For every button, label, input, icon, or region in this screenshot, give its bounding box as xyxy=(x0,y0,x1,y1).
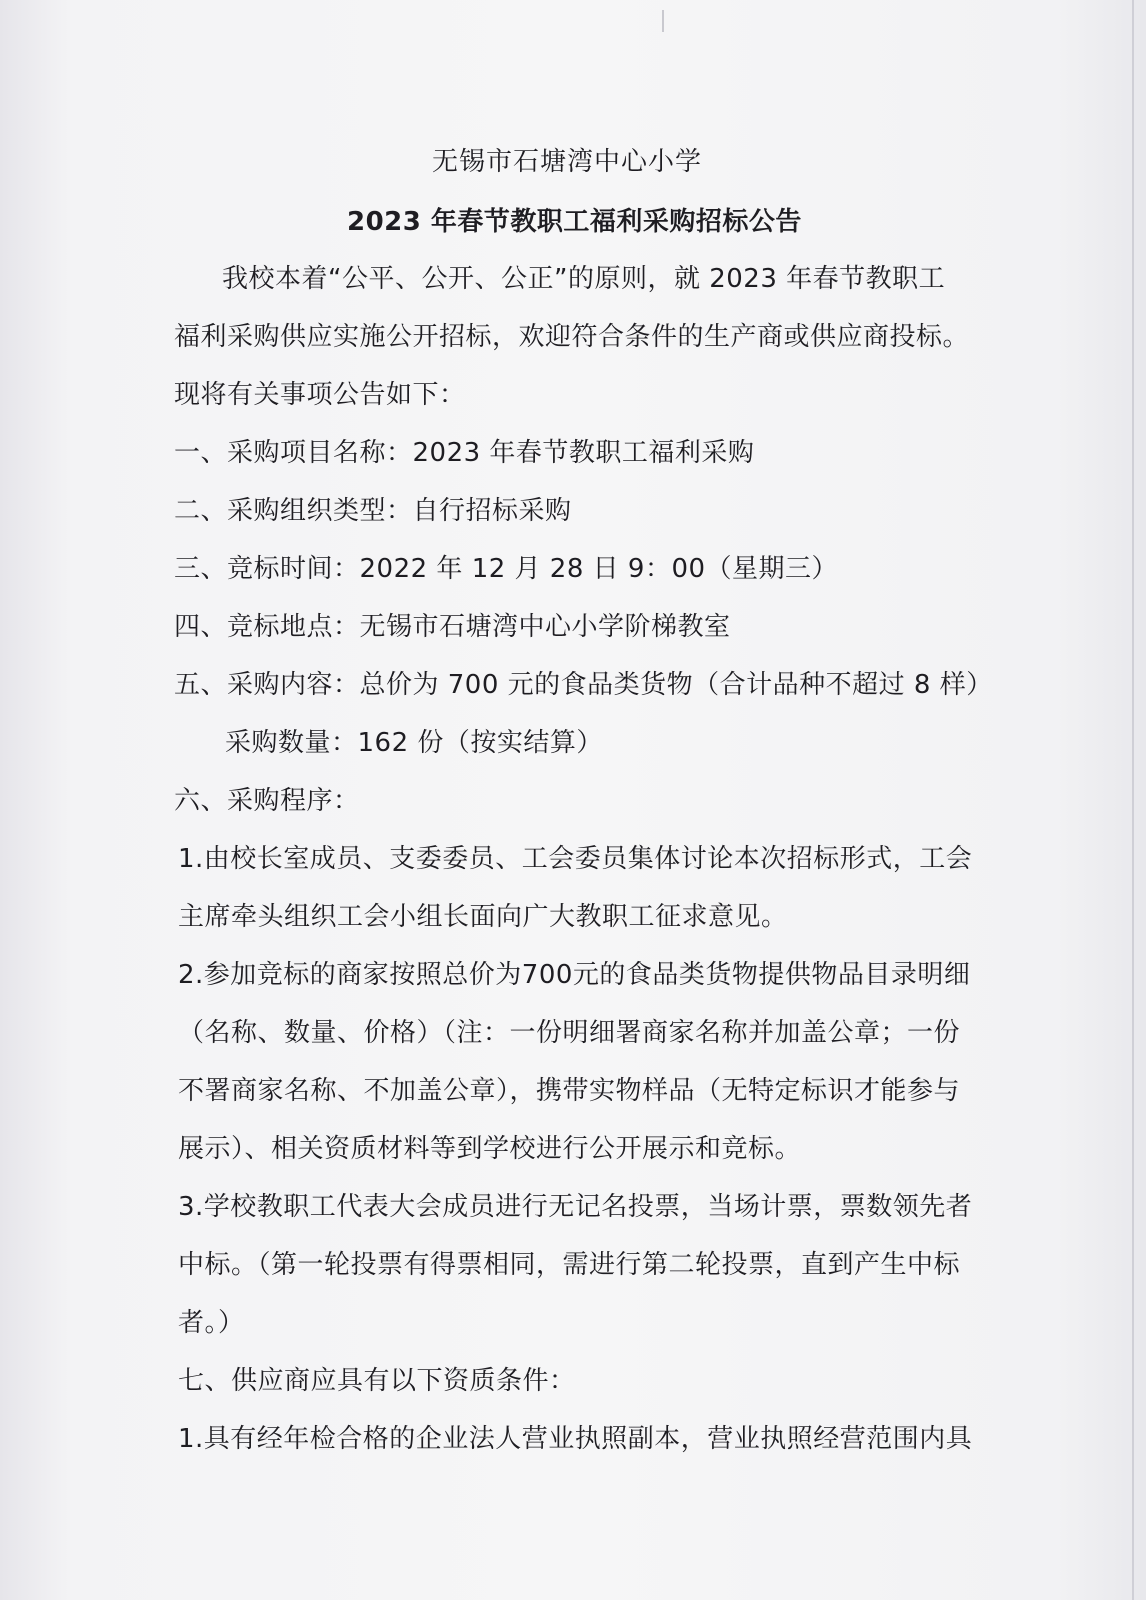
document-title-notice: 2023 年春节教职工福利采购招标公告 xyxy=(347,207,802,237)
qualification-line-1: 1.具有经年检合格的企业法人营业执照副本，营业执照经营范围内具 xyxy=(178,1424,973,1454)
item-7: 七、供应商应具有以下资质条件： xyxy=(178,1366,576,1396)
procedure-line: 不署商家名称、不加盖公章），携带实物样品（无特定标识才能参与 xyxy=(178,1076,961,1106)
document-title-school: 无锡市石塘湾中心小学 xyxy=(432,147,703,177)
intro-line-3: 现将有关事项公告如下： xyxy=(174,380,466,410)
item-6: 六、采购程序： xyxy=(174,786,360,816)
scan-mark xyxy=(662,10,664,32)
procedure-line: 1.由校长室成员、支委委员、工会委员集体讨论本次招标形式，工会 xyxy=(178,844,973,874)
scan-edge-line xyxy=(1132,0,1134,1600)
item-4: 四、竞标地点：无锡市石塘湾中心小学阶梯教室 xyxy=(174,612,731,642)
intro-line-1: 我校本着“公平、公开、公正”的原则，就 2023 年春节教职工 xyxy=(222,264,946,294)
item-5-quantity: 采购数量：162 份（按实结算） xyxy=(225,728,603,758)
procedure-line: 3.学校教职工代表大会成员进行无记名投票，当场计票，票数领先者 xyxy=(178,1192,973,1222)
intro-line-2: 福利采购供应实施公开招标，欢迎符合条件的生产商或供应商投标。 xyxy=(174,322,970,352)
item-1: 一、采购项目名称：2023 年春节教职工福利采购 xyxy=(174,438,755,468)
item-5: 五、采购内容：总价为 700 元的食品类货物（合计品种不超过 8 样） xyxy=(174,670,993,700)
procedure-line: 者。） xyxy=(178,1308,245,1338)
procedure-line: 主席牵头组织工会小组长面向广大教职工征求意见。 xyxy=(178,902,788,932)
item-2: 二、采购组织类型：自行招标采购 xyxy=(174,496,572,526)
procedure-line: （名称、数量、价格）（注：一份明细署商家名称并加盖公章；一份 xyxy=(178,1018,961,1048)
procedure-line: 2.参加竞标的商家按照总价为700元的食品类货物提供物品目录明细 xyxy=(178,960,971,990)
procedure-line: 中标。（第一轮投票有得票相同，需进行第二轮投票，直到产生中标 xyxy=(178,1250,961,1280)
procedure-line: 展示）、相关资质材料等到学校进行公开展示和竞标。 xyxy=(178,1134,802,1164)
item-3: 三、竞标时间：2022 年 12 月 28 日 9：00（星期三） xyxy=(174,554,839,584)
